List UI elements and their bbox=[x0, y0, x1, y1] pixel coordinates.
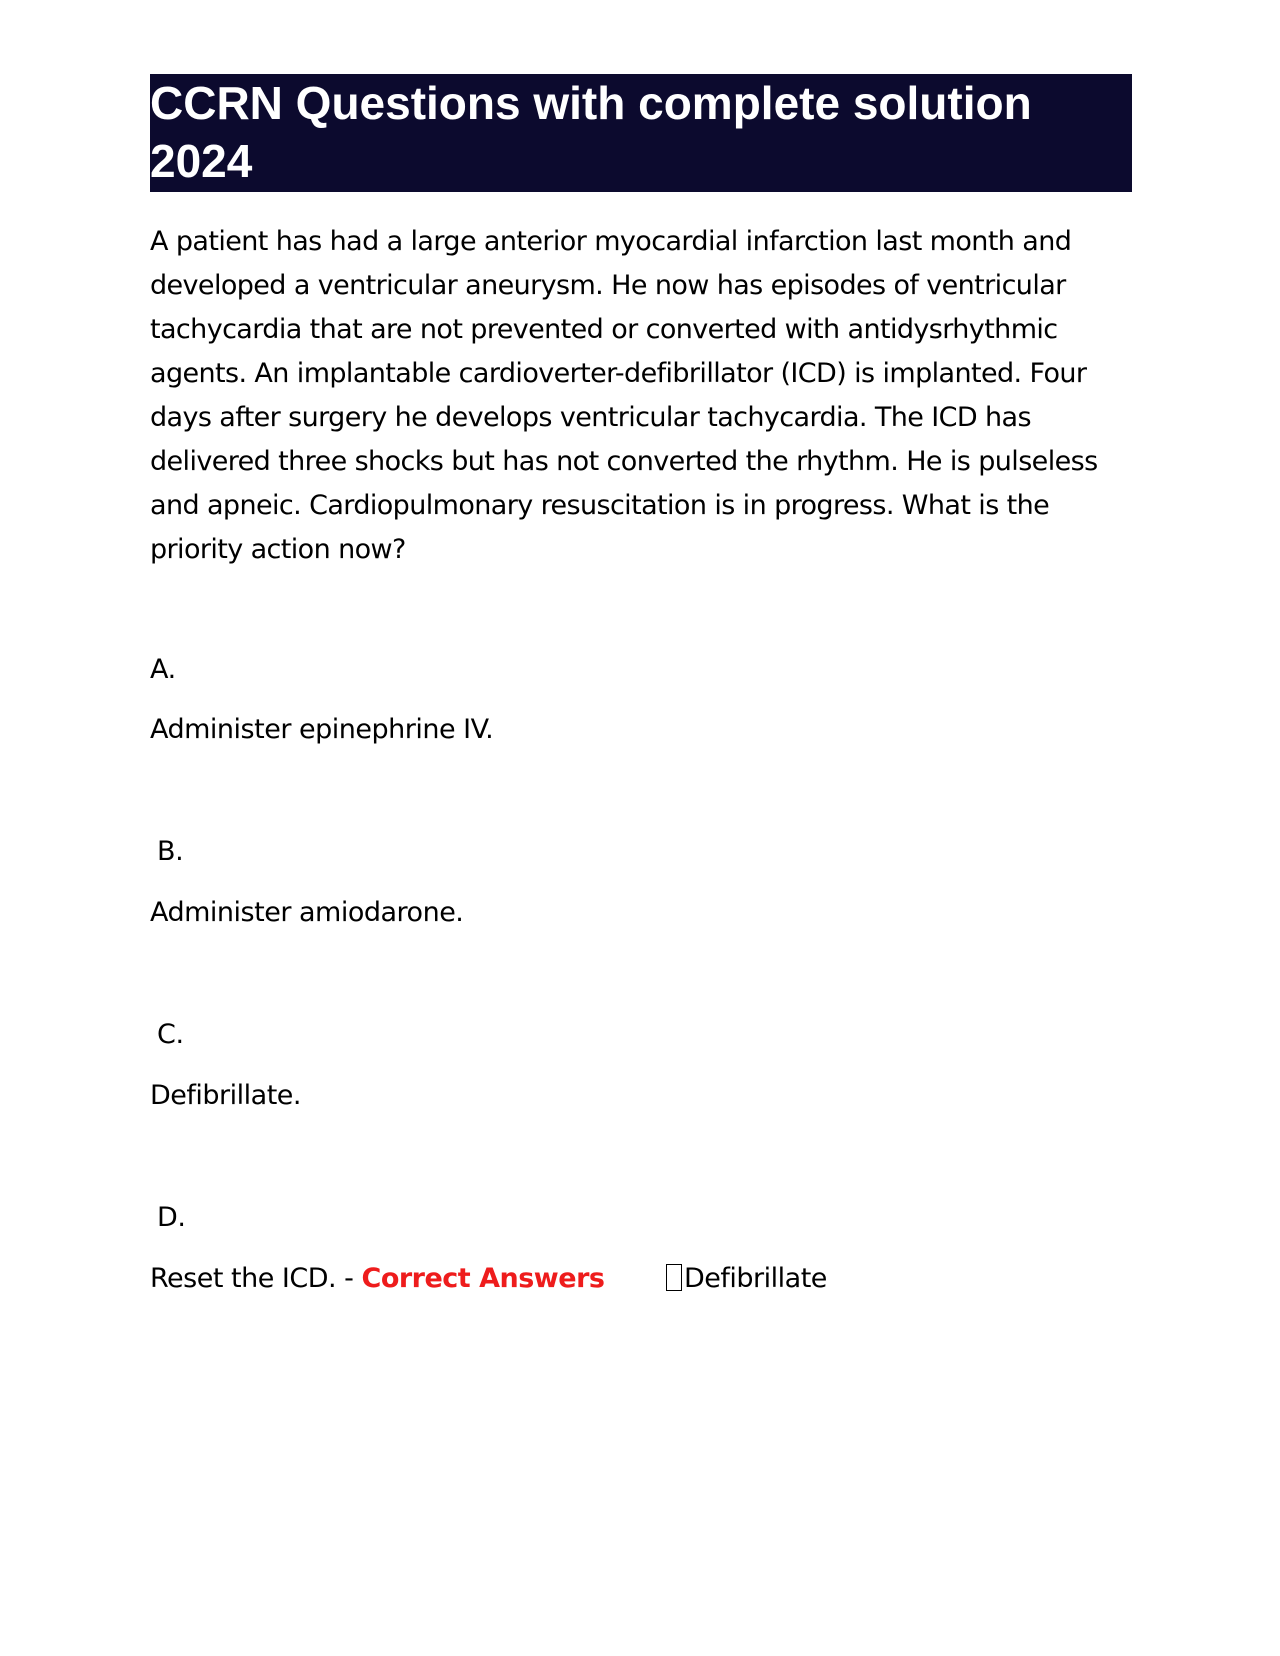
option-c-letter: C. bbox=[157, 1019, 184, 1050]
option-d-text: Reset the ICD. - bbox=[150, 1263, 362, 1294]
option-c-text: Defibrillate. bbox=[150, 1080, 301, 1111]
question-text: A patient has had a large anterior myocardial infarction last month and developed a ventricular aneurysm. He now has episodes of ventricular tachycardia that are not prevented or converted with antidysrhythmic agents. An implantable cardioverter-defibrillator (ICD) is implanted. Four days after surgery he develops ventricular tachycardia. The ICD has delivered three shocks but has not converted the rhythm. He is pulseless and apneic. Cardiopulmonary resuscitation is in progress. What is the priority action now? bbox=[150, 226, 1098, 565]
document-page bbox=[150, 74, 1132, 572]
correct-answers-label: Correct Answers bbox=[361, 1263, 605, 1294]
option-a-text: Administer epinephrine IV. bbox=[150, 714, 494, 745]
document-title: CCRN Questions with complete solution 2024 bbox=[150, 74, 1132, 192]
option-a-letter: A. bbox=[150, 654, 176, 685]
option-d-letter: D. bbox=[157, 1202, 186, 1233]
answer-text: Defibrillate bbox=[684, 1263, 827, 1294]
missing-glyph-icon bbox=[666, 1264, 682, 1291]
option-d-line bbox=[150, 1261, 604, 1297]
option-b-letter: B. bbox=[157, 836, 184, 867]
answer-line bbox=[666, 1261, 827, 1297]
option-b-text: Administer amiodarone. bbox=[150, 897, 464, 928]
